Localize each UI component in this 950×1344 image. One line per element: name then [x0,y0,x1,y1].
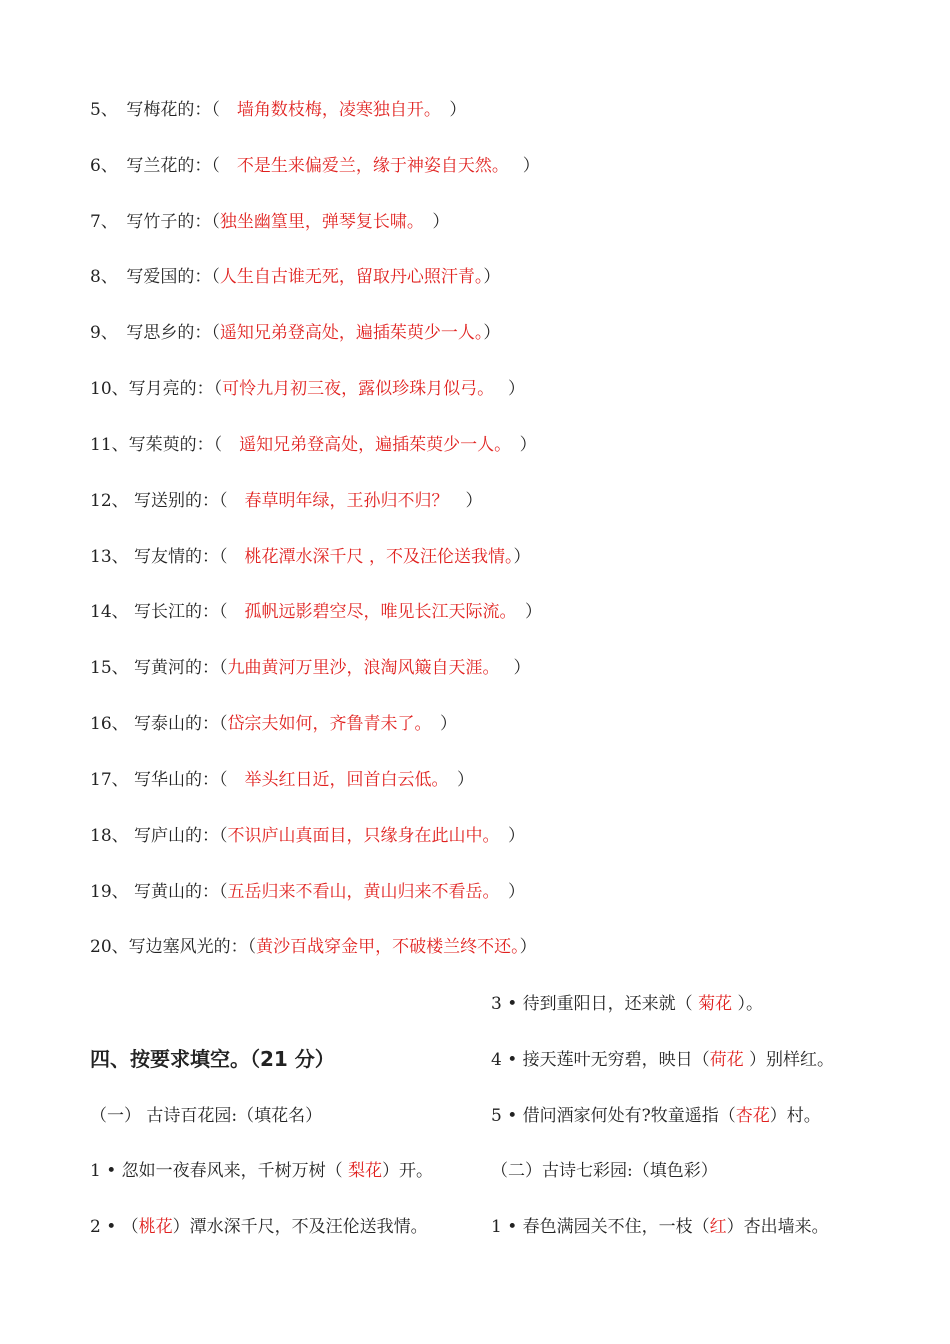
line-close: ） [483,323,501,343]
line-label: 9、 写思乡的：（ [90,323,220,343]
line-close: ） [491,658,531,678]
line-close: ） [483,267,501,287]
line-label: 11、写茱萸的：（ [90,435,223,455]
line-label: 19、 写黄山的：（ [90,882,228,902]
poem-line-15 [90,657,530,679]
poem-line-6 [90,155,540,177]
line-label: 5、 写梅花的：（ [90,100,220,120]
item-post: ）村。 [769,1106,821,1126]
item-post: ）。 [732,994,763,1014]
answer-text: 荷花 [709,1050,750,1070]
item-pre: 2 • （ [90,1217,139,1237]
answer-text: 不识庐山真面目，只缘身在此山中。 [227,826,492,846]
line-close: ） [502,435,537,455]
fill-item-3 [491,993,763,1015]
poem-line-11 [90,434,537,456]
line-label: 13、 写友情的：（ [90,547,228,567]
line-close: ） [448,491,483,511]
answer-text: 杏花 [735,1106,770,1126]
poem-line-19 [90,881,525,903]
poem-line-14 [90,601,542,623]
answer-text: 五岳归来不看山，黄山归来不看岳。 [227,882,492,902]
section-heading: 四、按要求填空。（21 分） [90,1047,335,1071]
poem-line-16 [90,713,457,735]
answer-text: 遥知兄弟登高处，遍插茱萸少一人。 [222,435,503,455]
poem-line-13 [90,546,530,568]
answer-text: 梨花 [342,1161,383,1181]
line-close: ） [500,156,540,176]
poem-line-7 [90,211,449,233]
answer-text: 黄沙百战穿金甲，不破楼兰终不还。 [256,937,520,957]
answer-text: 菊花 [698,994,733,1014]
line-close: ） [432,100,467,120]
line-close: ） [508,602,543,622]
answer-text: 桃花潭水深千尺 ，不及汪伦送我情。 [227,547,514,567]
answer-text: 举头红日近，回首白云低。 [227,770,441,790]
poem-line-18 [90,825,525,847]
line-label: 10、写月亮的：（ [90,379,223,399]
line-close: ） [423,714,458,734]
item-pre: 3 • 待到重阳日，还来就（ [491,994,699,1014]
line-close: ） [491,882,526,902]
fill-item-1 [90,1160,433,1182]
answer-text: 岱宗夫如何，齐鲁青未了。 [227,714,424,734]
line-label: 12、 写送别的：（ [90,491,228,511]
poem-line-20 [90,936,537,958]
line-close: ） [491,826,526,846]
answer-text: 红 [709,1217,727,1237]
line-label: 7、 写竹子的：（ [90,212,220,232]
subsection-title-flowers: （一） 古诗百花园:（填花名） [90,1106,323,1126]
fill-item-4 [491,1049,834,1071]
line-label: 15、 写黄河的：（ [90,658,228,678]
line-close: ） [519,937,537,957]
answer-text: 春草明年绿，王孙归不归？ [227,491,449,511]
answer-text: 遥知兄弟登高处，遍插茱萸少一人。 [219,323,484,343]
item-pre: 1 • 春色满园关不住，一枝（ [491,1217,710,1237]
item-post: ）开。 [382,1161,434,1181]
line-label: 14、 写长江的：（ [90,602,228,622]
subsection-title-colors: （二）古诗七彩园:（填色彩） [491,1161,718,1181]
answer-text: 桃花 [138,1217,173,1237]
answer-text: 九曲黄河万里沙，浪淘风簸自天涯。 [227,658,492,678]
poem-line-5 [90,99,466,121]
line-label: 20、写边塞风光的：（ [90,937,257,957]
color-item-1 [491,1216,829,1238]
line-close: ） [415,212,450,232]
answer-text: 可怜九月初三夜，露似珍珠月似弓。 [222,379,486,399]
line-close: ） [513,547,531,567]
line-close: ） [485,379,526,399]
answer-text: 不是生来偏爱兰，缘于神姿自天然。 [219,156,501,176]
item-post: ）别样红。 [749,1050,835,1070]
item-pre: 5 • 借问酒家何处有?牧童遥指（ [491,1106,736,1126]
line-label: 8、 写爱国的：（ [90,267,220,287]
line-label: 17、 写华山的：（ [90,770,228,790]
line-label: 6、 写兰花的：（ [90,156,220,176]
answer-text: 独坐幽篁里，弹琴复长啸。 [219,212,416,232]
item-pre: 1 • 忽如一夜春风来，千树万树（ [90,1161,343,1181]
fill-item-5 [491,1105,821,1127]
fill-item-2 [90,1216,428,1238]
poem-line-17 [90,769,474,791]
line-label: 18、 写庐山的：（ [90,826,228,846]
item-post: ）杏出墙来。 [726,1217,829,1237]
item-post: ）潭水深千尺，不及汪伦送我情。 [172,1217,428,1237]
line-close: ） [440,770,475,790]
answer-text: 孤帆远影碧空尽，唯见长江天际流。 [227,602,509,622]
answer-text: 墙角数枝梅，凌寒独自开。 [219,100,433,120]
line-label: 16、 写泰山的：（ [90,714,228,734]
answer-text: 人生自古谁无死，留取丹心照汗青。 [219,267,484,287]
poem-line-10 [90,378,525,400]
item-pre: 4 • 接天莲叶无穷碧，映日（ [491,1050,710,1070]
poem-line-12 [90,490,483,512]
poem-line-9 [90,322,500,344]
poem-line-8 [90,266,500,288]
